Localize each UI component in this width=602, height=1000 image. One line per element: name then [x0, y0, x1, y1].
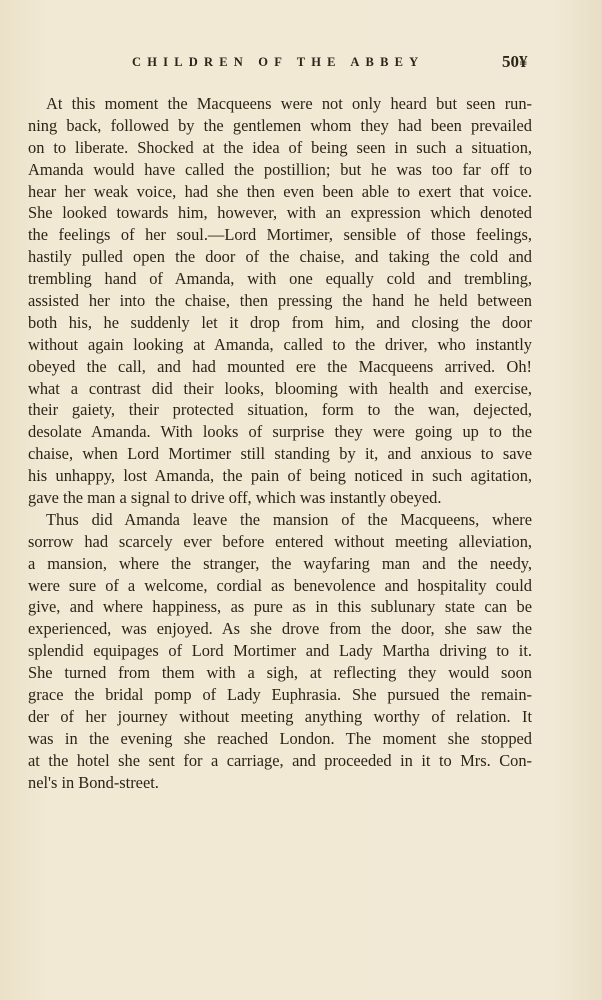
running-head: [0, 52, 602, 72]
body-text: [28, 93, 532, 794]
text-line: She turned from them with a sigh, at reflecting they would soon: [28, 663, 532, 683]
text-line: their gaiety, their protected situation, form to the wan, dejected,: [28, 400, 532, 420]
text-line: on to liberate. Shocked at the idea of being seen in such a situation,: [28, 137, 532, 157]
text-line: both his, he suddenly let it drop from him, and closing the door: [28, 312, 532, 332]
text-line: were sure of a welcome, cordial as benevolence and hospitality could: [28, 575, 532, 595]
text-line: gave the man a signal to drive off, which was instantly obeyed.: [28, 488, 442, 508]
text-line: nel's in Bond-street.: [28, 772, 159, 792]
text-line: Amanda would have called the postillion; but he was too far off to: [28, 159, 532, 179]
text-line: what a contrast did their looks, blooming with health and exercise,: [28, 378, 532, 398]
text-line: desolate Amanda. With looks of surprise they were going up to the: [28, 422, 532, 442]
text-line: hear her weak voice, had she then even been able to exert that voice.: [28, 181, 532, 201]
text-line: obeyed the call, and had mounted ere the Macqueens arrived. Oh!: [28, 356, 532, 376]
text-line: his unhappy, lost Amanda, the pain of being noticed in such agitation,: [28, 466, 532, 486]
text-line: hastily pulled open the door of the chaise, and taking the cold and: [28, 247, 532, 267]
text-line: She looked towards him, however, with an expression which denoted: [28, 203, 532, 223]
text-line: without again looking at Amanda, called to the driver, who instantly: [28, 334, 532, 354]
text-line: der of her journey without meeting anything worthy of relation. It: [28, 706, 532, 726]
text-line: sorrow had scarcely ever before entered without meeting alleviation,: [28, 531, 532, 551]
text-line: trembling hand of Amanda, with one equally cold and trembling,: [28, 269, 532, 289]
text-line: give, and where happiness, as pure as in this sublunary state can be: [28, 597, 532, 617]
text-line: splendid equipages of Lord Mortimer and Lady Martha driving to it.: [28, 641, 532, 661]
text-line: grace the bridal pomp of Lady Euphrasia. She pursued the remain-: [28, 685, 532, 705]
text-line: assisted her into the chaise, then pressing the hand he held between: [28, 291, 532, 311]
page-number: 50¥: [502, 52, 528, 71]
text-line: ning back, followed by the gentlemen whom they had been prevailed: [28, 115, 532, 135]
text-line: experienced, was enjoyed. As she drove from the door, she saw the: [28, 619, 532, 639]
text-line: Thus did Amanda leave the mansion of the Macqueens, where: [46, 509, 532, 529]
text-line: a mansion, where the stranger, the wayfaring man and the needy,: [28, 553, 532, 573]
text-line: was in the evening she reached London. The moment she stopped: [28, 728, 532, 748]
text-line: At this moment the Macqueens were not only heard but seen run-: [46, 94, 532, 113]
text-line: at the hotel she sent for a carriage, and proceeded in it to Mrs. Con-: [28, 750, 532, 770]
text-line: chaise, when Lord Mortimer still standing by it, and anxious to save: [28, 444, 532, 464]
running-title: CHILDREN OF THE ABBEY: [132, 55, 425, 69]
text-line: the feelings of her soul.—Lord Mortimer, sensible of those feelings,: [28, 225, 532, 245]
